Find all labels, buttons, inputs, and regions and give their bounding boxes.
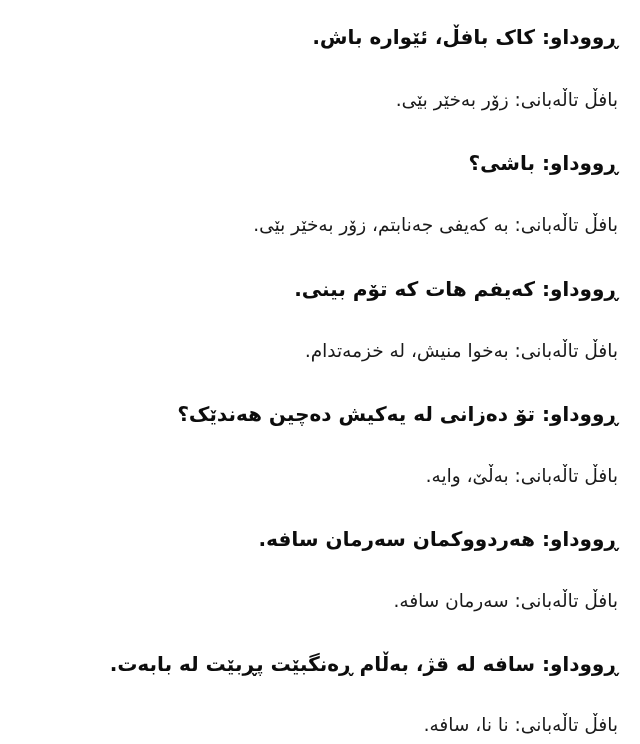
interviewer-line: ڕووداو: باشی؟ bbox=[468, 151, 618, 175]
interviewer-line: ڕووداو: کاک بافڵ، ئێوارە باش. bbox=[312, 25, 618, 49]
interviewee-line: بافڵ تاڵەبانی: سەرمان سافە. bbox=[393, 591, 618, 612]
interviewee-line: بافڵ تاڵەبانی: زۆر بەخێر بێی. bbox=[395, 90, 618, 111]
interviewee-line: بافڵ تاڵەبانی: بە کەیفی جەنابتم، زۆر بەخێر بێی. bbox=[253, 215, 618, 236]
interviewer-line: ڕووداو: هەردووکمان سەرمان سافە. bbox=[258, 527, 618, 551]
interviewee-line: بافڵ تاڵەبانی: بەخوا منیش، لە خزمەتدام. bbox=[304, 341, 618, 362]
interviewee-line: بافڵ تاڵەبانی: نا نا، سافە. bbox=[423, 715, 618, 736]
interviewee-line: بافڵ تاڵەبانی: بەڵێ، وایە. bbox=[425, 466, 618, 487]
interviewer-line: ڕووداو: سافە لە قژ، بەڵام ڕەنگبێت پڕبێت لە بابەت. bbox=[109, 652, 618, 676]
interviewer-line: ڕووداو: کەیفم هات کە تۆم بینی. bbox=[294, 277, 618, 301]
interviewer-line: ڕووداو: تۆ دەزانی لە یەکیش دەچین هەندێک؟ bbox=[177, 402, 618, 426]
